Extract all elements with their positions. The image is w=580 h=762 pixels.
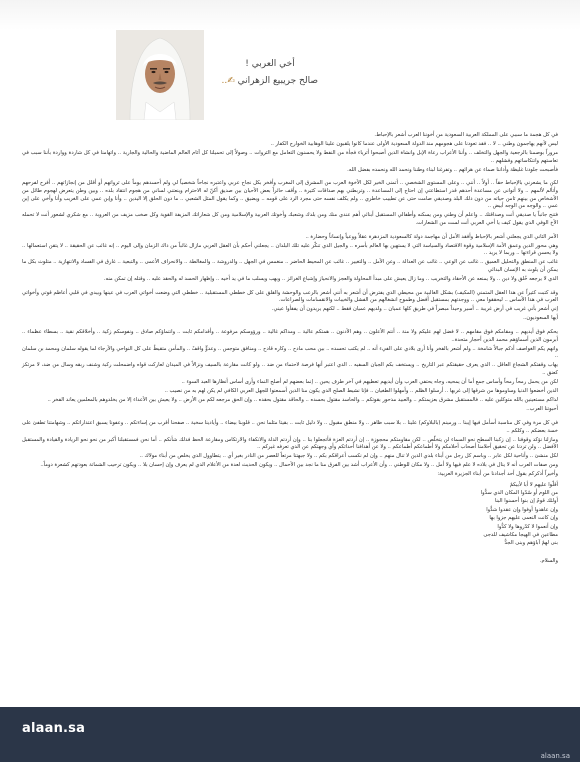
byline <box>222 58 318 88</box>
article-paragraph: فتنح جانباً يا صديقي أنت وصداقتك .. واعلم أن وطني ومن يسكنه وأطفالي المستقبل أبنائي أهم عندي منك ومن بلدك وشعبك وأخوتك العربية والإسلامية ومن كل شعاراتك المزيفة القوية وكل صخب مزيف من العروبة .. مع شكري لشعور أنت لا تحمله الأخ الوفي الذي يقول كيف يا أخي العربي أنت لست من الشعارات. <box>22 212 558 226</box>
article-paragraph: ومن صفات العرب أنه لا ينال في بلاده لا علم فيها ولا أمل .. ولا مكان للوطني .. وأن الأعراب أشد بين الفرق منا ما نجد بين الأحمال .. ويكون الحديث لعدة من الأعلام الذي لم يعرف وإن إحسان بلا .. ويكون ترحيب الشماتة بعودتهم كشعرة دوماً.. <box>40 462 558 469</box>
poem-line: أقلّوا عليهم لا أبا لأبيكمُ <box>509 481 558 488</box>
article-paragraph: إني أشعر بأني غريب في أرض غريبة .. أسير وحيداً مبصراً في طريق كلها عميان .. ولديهم عميان فقط .. لكنهم يريدون أن يفقأوا عيني. <box>271 306 558 313</box>
article-paragraph: في كل مرة وفي كل مناسبة أسأمل فيها إيبنا .. ورمينم (بالبلاوكم) علينا .. بلا سبب ظاهر .. ولا منطق مقبول .. ولا دليل ثابت .. بقيتا مثلما نحن .. قلوبنا بيضاء .. وأيادينا سخية .. صفحنا أقرب من إساءتكم .. وعفونا يسبق اعتذاراتكم .. وشهامتنا تطفئ على خسة بعضكم .. وكلكم .. <box>22 419 558 434</box>
author-name-row <box>222 74 318 88</box>
article-paragraph: ومازلنا نؤكد وقوفنا .. إن زكبنا السطح نحو السماء لن يتخلّص .. لكن مقاومتكم محجوزة .. إن أردتم العزة فأتجعلوا بنا .. وإن أردتم الذلة والانكفاء والارتكاس ومقارعة الحظ فذلك شأنكم .. أما نحن فمستقبلنا أكبر من نحو نحو الريادة والقيادة والمستقبل الأفضل .. ولن تردنا عن تحقيق أحلامنا أصحاب أحلامكم ولا أطماعكم أطماعكم .. ولا عن أهدافنا أحداثكم وأي وجهتكم عن الذي تعرفه غيركم .. <box>22 436 558 451</box>
article-paragraph: وقد كتبت كثيراً عن هذا العقل المتمني (المكيف) بشكل الغالبية من محيطي الذي يفترض أن أشعر به أنني أشعر بالرعب والوحشة والقلق على كل خططي المستقبلية .. خططي التي وضعت أخواتي العرب في عينها وبيدي في قلبي أعاظم قوتي وأخواتي العرب في هذا الأساس .. ليحققوا معي .. ووجدتهم بمستقبل أفضل وطموح انشغالهم من الفشل والخيبات والانقسامات والصراعات. <box>22 289 558 304</box>
article-paragraph: مروراً بوصمنا بالرجعية والجهل والتخلف .. وأننا الأعراب رعاة الإبل وانشاة الذين أصبحوا أثرياء فجأة من النفط ولا يحسنون التعامل مع الثروات .. وصولاً إلى تحميلنا كل آثام العالم الماضية والحالية والجارية .. واتهامنا في كل شاردة وواردة بأننا سبب في تعاستهم وانتكاساتهم وفشلهم .. <box>22 150 558 164</box>
article-paragraph: يهاب وقفتكم الشجاع العاقل .. الذي يعرف حقيقتكم عبر التاريخ .. ويستخف بكم الجبان السفيه .. الذي اعتبر أنها فرصة لاحتماء من ضد .. ولو كانت مقارعة بالسيف ونزالاً في الميدان لعاركت قواه واضمحلت ركبة وشنف ربقه وسال من ضد، لا مرتكز كعنق .. <box>22 362 558 376</box>
article-body <box>22 132 558 567</box>
poem-line: من اللوم أو سُدّوا المكان الذي سدُّوا <box>480 489 558 496</box>
article-paragraph: الذين أخضعوا الدنيا وساوموها من شرقها إلى غربها .. أرسلوا الظلم .. وأمهلوا الطغيان .. فإنا نشيط الصلح الذي يكون منا الذين أسمعنوا للجهل العربي الكافي لم يكن لهم به من نصيب .. <box>164 388 558 395</box>
article-paragraph: الذي لا يرجعه خُلق ولا دين .. ولا يمنعه عن الأحقاد والتخريب .. وما زال يعيش على مبدأ المحاولة والعجز والانحياز وإشباع الغرائز .. ويهب ويسلب ما في يد أخيه .. وإظهار الحسد له والحقد عليه .. وقتله إن تمكن منه. <box>103 276 558 282</box>
poem-line: مطاعين في الهيجا مكاشيف للدجى <box>483 532 558 538</box>
article-paragraph: لكن ما يشعرني بالإحباط حقاً .. أولاً .. أنني .. وعلى المستوى الشخصي .. أتمنى الخير لكل الأخوة العرب من المشرق إلى المغرب وأفخر بكل نجاح عربي واعتبره نجاحاً شخصياً لي ولم أحسدهم يوماً على ثرواتهم أو أقلل من إنجازاتهم .. أفرح لفرحهم وأتألم لألمهم .. ولا أتوانى عن مساعدة أحدهم قدر استطاعتي إن احتاج إلى المساعدة .. وتربطني بهم صداقات كثيرة .. وأقف حائراً بعض الأحيان بين صديق أكنّ له الاحترام وينعتني لساني من هجوم انتقاد بلده .. وبين وطن يتعرض لهجوم طائل من الأشخاص من بينهم ثامن حياته من دون ذلك البلد وصديقي صامت حتى عن تطييب خاطري .. ولم يكلف نفسه حتى مجرد الرد على قومه .. ويضيق .. وكما يقول المثل الشعبي .. ما دون الحلق إلا اليدين .. وأنا وإبن عمي على الغريب وأنا وأخي على إبن عمي .. والوجه من الوجه أبيض .. <box>22 180 558 210</box>
poem-line: وإن كانت النعمى عليهم جزوا بها <box>489 515 558 522</box>
article-paragraph: الأمر الثاني الذي يجعلني أشعر بالإحباط وأفقد الأمل أن مهاجمة دولة كالسعودية المزدهرة عقلاً ووعياً وإنساناً وحضارة .. <box>305 233 558 240</box>
closing-line: والسلام. <box>539 557 558 564</box>
article-paragraph: لكل منشئ .. وأناحية لكل عابر .. وباسم كل رجل من أبناء بلدي الذين لا تنال منهم .. وإن لم نكسب أعراقكم بكم .. ولا جبهتنا مرتعاً للعصر من النادر بغير أي .. يتطاوول الذي يخلص من أبناء مولاك .. <box>139 453 558 460</box>
article-paragraph: يحكم فوق أيديهم .. ومقامكم فوق مقامهم .. لا فضل لهم عليكم ولا منة .. أنتم الأعلون .. وهم الأدنون .. همتكم عالية .. ومداكم غالية .. ورؤوسكم مرفوعة .. وأقدامكم ثابت .. وانتماؤكم صادق .. ونفوسكم زكية .. وأخلاقكم نقية .. بسطاء عظماء .. أبرمون الذين أسماؤهم محمد الدين أحجار متحدة.. <box>22 328 558 343</box>
article-paragraph: وانهم يكم الغواصف أذكم جبالاً شامخة .. ولم أشعر بالفخر وأنا أرى بلادي على الفيء أنه .. لم يكتب تحسده .. بين محب مادح .. وكاره قادح .. ومنافق متوجس .. وعدوٍّ واقفٌ .. والمأمن متقيظٌ على كل النواحي والأرجاء لما يقوله سلمان ومحمد بن سلمان .. <box>22 345 558 360</box>
poem-line: أولئك قومٌ إن بنوا أحسنوا البنا <box>494 498 558 505</box>
article-paragraph: أيها السعوديون.. <box>523 315 558 322</box>
pen-icon: ✍.. <box>221 76 235 86</box>
article-paragraph: لكن من يحمل رمحاً رمحاً وأساس جمع أما أن يمحيه، وجاه يحتفي العرب وأن أيديهم تعطيهم في آخر طرف يحين .. إنما بعضهم لم أصلح النماء وأرى أساس أنظارها العبد السوء .. <box>181 379 558 386</box>
site-watermark: alaan.sa <box>540 752 570 760</box>
header-band <box>0 0 580 30</box>
author-portrait-image <box>116 30 204 120</box>
article-paragraph: في كل هجمة ما سببي على المملكة العربية السعودية من أخوننا العرب أشعر بالإحباط. <box>374 132 558 138</box>
author-portrait <box>116 30 204 120</box>
article-paragraph: فأصبحت جلودنا غليظة وأذاننا صماء عن هرائهم .. وتفرغنا لبناء وطننا ونحمد الله ونحمده بفضل الله. <box>347 166 558 173</box>
poem <box>22 481 558 548</box>
site-logo[interactable]: alaan.sa <box>22 721 86 736</box>
article-paragraph: لذاكم مستعينين بالله متوكلين عليه .. فالمستقبل مشرق بعزيمتكم .. والعبيد مذحور بقوتكم .. والحاسد مقتول بحسده .. والحاقد مقتول بحقده .. وإن الحق مرجعه لكم من الأرض .. ولا يعيش بين الأعداء إلا من يخلدوهم بالمعلمين يعاند الفخر .. <box>47 397 558 404</box>
author-name: صالح جريبيع الزهراني <box>237 76 318 86</box>
poem-line: وإن عاهدوا أوفوا وإن عقدوا شدُّوا <box>486 506 558 513</box>
article-paragraph: وهي محور الدين وعمق الأمة الإسلامية وقوة الاقتصاد والسياسة التي لا يستهين بها العالم بأسره .. والجيل الذي تنكّر عليه تلك البلدان .. يجعلني أحكم بأن العقل العربي مازال غائباً من ذاك الزمان وإلى اليوم .. إنه غائب عن الحقيقة .. لا يتقن استعمالها .. ولا يحسن قراءتها .. وربما لا يريد .. <box>22 242 558 257</box>
article-paragraph: ليس لأنهم يهاجمون وطني .. لا .. فقد تعودنا على هجومهم منذ الدولة السعودية الأولى عندما كانوا يلقبون علينا الوهابية الخوارج الكفار .. <box>270 141 558 148</box>
article-paragraph: أحبوتنا العرب.. <box>526 406 558 413</box>
article-title: أخي العربي ! <box>245 59 295 69</box>
article-paragraph: غائب عن المنطق والتحليل العميق .. غائب عن الوعي .. غائب عن العدالة .. وعن الأمل .. والتغيير .. غائب عن المحيط الحاضر .. منغمس في الجهل .. والدروشة .. والمغالطة .. والانحراف الأعمى .. والتبعية .. غارق في الفساد والانتهازية .. متلوث بكل ما يمكن أن يلوث به الإنسان البدائي <box>22 259 558 273</box>
article-paragraph: وأخيراً أذكركم بقول أحد أجدادنا من أبناء الجزيرة العربية: <box>437 471 558 478</box>
poem-line: بنى لهمُ آباؤهم وبنى الجدُّ <box>504 540 558 547</box>
footer-bar <box>0 707 580 762</box>
poem-line: وإن أنعموا لا كدّروها ولا كدُّوا <box>497 523 558 530</box>
